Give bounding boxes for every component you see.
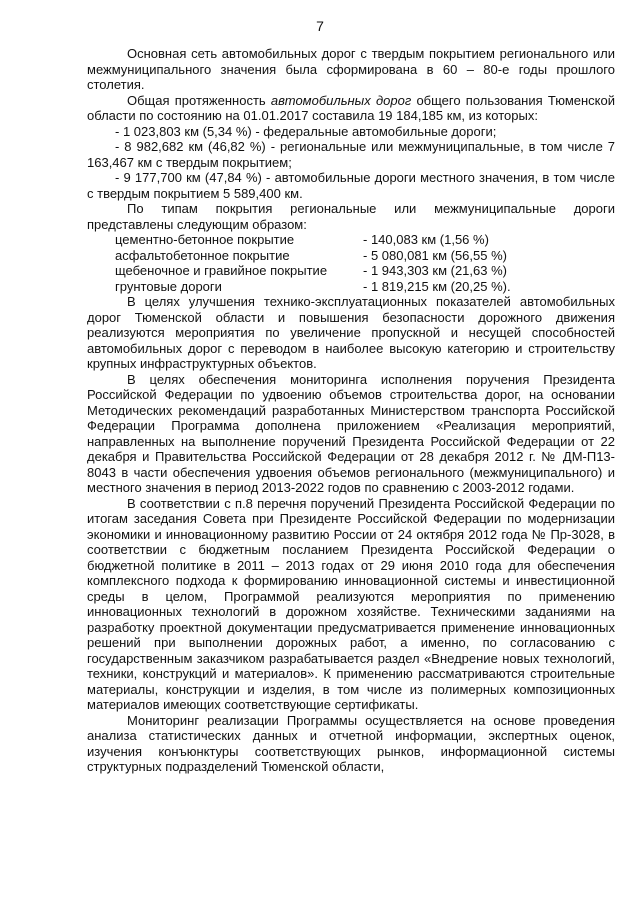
coverage-row [115,263,615,279]
bullet-local-roads: - 9 177,700 км (47,84 %) - автомобильные дороги местного значения, в том числе с твердым покрытием 5 589,400 км. [87,170,615,201]
total-length-emphasis: автомобильных дорог [270,92,412,108]
coverage-type: грунтовые дороги [115,278,222,294]
paragraph-improvements: В целях улучшения технико-эксплуатационных показателей автомобильных дорог Тюменской области и повышения безопасности дорожного движения реализуются мероприятия по увеличение пропускной и несущей способностей автомобильных дорог с переводом в наиболее высокую категорию и строительству крупных инфраструктурных объектов. [87,294,615,371]
total-length-text-start: Общая протяженность [127,92,271,108]
coverage-row [115,232,615,248]
coverage-row [115,279,615,295]
coverage-list [87,232,615,294]
coverage-value: - 1 819,215 км (20,25 %). [363,278,511,294]
coverage-type: цементно-бетонное покрытие [115,232,295,247]
coverage-value: - 140,083 км (1,56 %) [363,232,489,247]
paragraph-program-monitoring: Мониторинг реализации Программы осуществляется на основе проведения анализа статистических данных и отчетной информации, экспертных оценок, изучения конъюнктуры соответствующих рынков, информационной системы структурных подразделений Тюменской области, [87,712,615,774]
paragraph-total-length [87,93,615,124]
paragraph-road-network: Основная сеть автомобильных дорог с твердым покрытием регионального или межмуниципального значения была сформирована в 60 – 80-е годы прошлого столетия. [87,46,615,92]
coverage-value: - 5 080,081 км (56,55 %) [363,247,507,263]
paragraph-monitoring-order: В целях обеспечения мониторинга исполнения поручения Президента Российской Федерации по удвоению объемов строительства дорог, на основании Методических рекомендаций разработанных Министерством транспорта Российской Федерации Программа дополнена приложением «Реализация мероприятий, направленных на выполнение поручений Президента Российской Федерации от 22 декабря и Правительства Российской Федерации от 28 декабря 2012 г. № ДМ-П13-8043 в части обеспечения удвоения объемов регионального (межмуниципального) и местного значения в период 2013-2022 годов по сравнению с 2003-2012 годами. [87,371,615,495]
document-body [87,46,615,775]
coverage-value: - 1 943,303 км (21,63 %) [363,263,507,278]
paragraph-coverage-types: По типам покрытия региональные или межмуниципальные дороги представлены следующим образом: [87,201,615,232]
bullet-federal-roads: - 1 023,803 км (5,34 %) - федеральные автомобильные дороги; [115,123,497,139]
page-number: 7 [316,18,324,34]
bullet-regional-roads: - 8 982,682 км (46,82 %) - региональные или межмуниципальные, в том числе 7 163,467 км с твердым покрытием; [87,139,615,170]
total-length-text-end: общего пользования Тюменской области по состоянию на 01.01.2017 составила 19 184,185 км, из которых: [87,92,616,123]
coverage-row [115,248,615,264]
paragraph-innovation: В соответствии с п.8 перечня поручений Президента Российской Федерации по итогам заседания Совета при Президенте Российской Федерации по модернизации экономики и инновационному развитию России от 24 октября 2012 года № Пр-3028, в соответствии с бюджетным посланием Президента Российской Федерации о бюджетной политике в 2011 – 2013 годах от 29 июня 2010 года для обеспечения комплексного подхода к формированию инновационной системы и инвестиционной среды в целом, Программой реализуются мероприятия по применению инновационных технологий в дорожном хозяйстве. Техническими заданиями на разработку проектной документации предусматривается применение инновационных решений при выполнении дорожных работ, а именно, по согласованию с государственным заказчиком разрабатывается раздел «Внедрение новых технологий, техники, конструкций и материалов». К применению рассматриваются строительные материалы, конструкции и изделия, в том числе из полимерных композиционных материалов имеющих соответствующие сертификаты. [87,495,615,712]
coverage-type: щебеночное и гравийное покрытие [115,263,328,278]
coverage-type: асфальтобетонное покрытие [115,247,290,263]
